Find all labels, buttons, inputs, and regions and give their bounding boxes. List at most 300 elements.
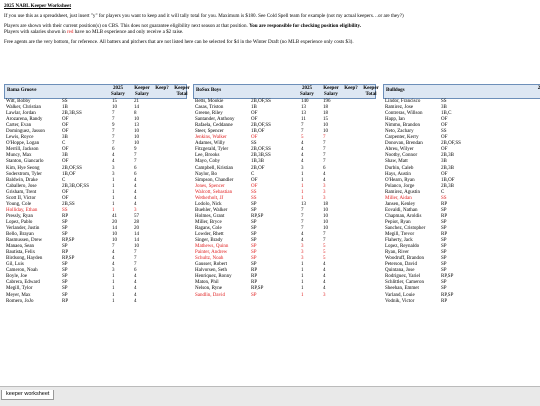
player-salary: 1 — [112, 286, 115, 292]
player-position: SP — [251, 238, 257, 244]
player-keeper-salary: 10 — [134, 135, 139, 141]
instruction-line-3-text: Players with salaries shown in — [4, 29, 67, 35]
player-salary: 1 — [112, 207, 115, 213]
player-name: Rafaela, Ceddanne — [195, 123, 233, 129]
player-salary: 1 — [301, 183, 304, 189]
player-salary: 11 — [301, 117, 306, 123]
player-position: OF — [251, 135, 258, 141]
player-position: SP — [62, 280, 68, 286]
player-keeper-salary: 3 — [323, 195, 326, 201]
player-position: 2B,OF,SS — [62, 165, 82, 171]
player-keeper-salary: 6 — [134, 165, 137, 171]
player-name: Woodruff, Brandon — [385, 256, 424, 262]
player-name: Wetherholt, JJ — [195, 195, 224, 201]
player-name: Baldwin, Drake — [6, 177, 38, 183]
player-keeper-salary: 7 — [134, 153, 137, 159]
player-name: Bautista, Felix — [6, 250, 36, 256]
player-salary: 3 — [301, 165, 304, 171]
player-salary: 5 — [301, 135, 304, 141]
player-keeper-salary: 20 — [134, 225, 139, 231]
player-position: OF — [62, 147, 69, 153]
player-name: Mathews, Quinn — [195, 244, 229, 250]
player-salary: 10 — [112, 238, 117, 244]
team-header — [193, 84, 379, 99]
player-salary: 4 — [112, 159, 115, 165]
player-salary: 1 — [112, 177, 115, 183]
player-position: 1B,OF — [62, 171, 76, 177]
player-name: Meyer, Max — [6, 292, 31, 298]
player-salary: 7 — [112, 135, 115, 141]
player-keeper-salary: 28 — [134, 219, 139, 225]
player-name: Sanchez, Cristopher — [385, 225, 426, 231]
player-name: Schlittler, Cameron — [385, 280, 424, 286]
player-name: Ramirez, Jose — [385, 105, 414, 111]
player-position: RP,SP — [62, 238, 75, 244]
player-name: Hays, Austin — [385, 171, 411, 177]
player-position: SP — [62, 262, 68, 268]
player-position: OF — [62, 189, 69, 195]
player-keeper-salary: 7 — [134, 250, 137, 256]
player-salary: 3 — [301, 256, 304, 262]
player-keeper-salary: 7 — [323, 135, 326, 141]
player-name: Muncy, Max — [6, 153, 32, 159]
player-name: Lopez, Reynaldo — [385, 244, 420, 250]
player-salary: 7 — [112, 111, 115, 117]
player-name: Schultz, Noah — [195, 256, 224, 262]
player-position: RP — [62, 250, 69, 256]
player-position: SP — [251, 225, 257, 231]
player-position: RP — [251, 274, 258, 280]
player-keeper-salary: 6 — [134, 171, 137, 177]
player-position: SS — [62, 207, 68, 213]
player-keeper-salary: 7 — [134, 256, 137, 262]
player-salary: 4 — [301, 141, 304, 147]
player-position: OF — [251, 183, 258, 189]
player-name: Miller, Bryce — [195, 219, 222, 225]
player-position: 1B — [62, 105, 68, 111]
player-name: Campbell, Kristian — [195, 165, 234, 171]
player-salary: 1 — [112, 298, 115, 304]
player-position: SP — [62, 244, 68, 250]
player-name: Varland, Louie — [385, 292, 415, 298]
player-keeper-salary: 10 — [134, 117, 139, 123]
player-position: OF — [251, 117, 258, 123]
player-position: SP — [441, 268, 447, 274]
player-keeper-salary: 14 — [134, 232, 139, 238]
player-row — [4, 299, 187, 305]
player-salary: 4 — [112, 262, 115, 268]
player-position: OF — [441, 135, 448, 141]
player-keeper-salary: 5 — [323, 256, 326, 262]
player-position: 3B — [62, 135, 68, 141]
team-header — [4, 84, 190, 99]
player-salary: 1 — [112, 195, 115, 201]
player-name: Nelson, Ryne — [195, 286, 223, 292]
player-position: 2B,3B,OF,SS — [62, 183, 89, 189]
player-name: Scott II, Victor — [6, 195, 36, 201]
player-name: Abreu, Wilyer — [385, 147, 414, 153]
player-name: Soderstrom, Tyler — [6, 171, 42, 177]
player-keeper-salary: 7 — [323, 153, 326, 159]
player-name: Mayo, Coby — [195, 159, 220, 165]
player-name: Lee, Brooks — [195, 153, 220, 159]
player-position: SP — [441, 207, 447, 213]
player-keeper-salary: 4 — [134, 280, 137, 286]
player-name: Walker, Christian — [6, 105, 41, 111]
player-keep-cell[interactable] — [154, 299, 170, 305]
player-position: C — [62, 141, 66, 147]
player-name: Jansen, Kenley — [385, 201, 416, 207]
player-salary: 3 — [301, 244, 304, 250]
player-keeper-salary: 4 — [134, 298, 137, 304]
player-position: SP — [62, 219, 68, 225]
player-keeper-salary: 4 — [323, 171, 326, 177]
player-position: RP,SP — [62, 256, 75, 262]
player-keeper-salary: 4 — [323, 274, 326, 280]
player-keeper-salary: 10 — [323, 213, 328, 219]
player-name: Santander, Anthony — [195, 117, 235, 123]
player-name: Bello, Brayan — [6, 232, 34, 238]
player-position: SS — [441, 195, 447, 201]
player-name: Neto, Zachary — [385, 129, 414, 135]
sheet-tab-keeper-worksheet[interactable]: keeper worksheet — [1, 390, 54, 400]
player-keeper-salary: 4 — [323, 177, 326, 183]
instruction-line-2-bold: You are responsible for checking position eligibility. — [249, 23, 362, 29]
player-name: Nimmo, Brandon — [385, 123, 420, 129]
player-position: RP — [441, 213, 448, 219]
player-keeper-salary: 14 — [134, 238, 139, 244]
player-position: 2B,SS — [62, 201, 75, 207]
player-keeper-salary: 4 — [323, 286, 326, 292]
player-keeper-salary: 21 — [134, 99, 139, 104]
player-name: Lowder, Rhett — [195, 232, 224, 238]
worksheet-title: 2025 NABL Keeper Worksheet — [4, 3, 72, 9]
player-salary: 3 — [112, 171, 115, 177]
player-name: Walcott, Sebastian — [195, 189, 233, 195]
player-position: SP — [251, 262, 257, 268]
player-position: C — [441, 189, 445, 195]
player-name: Stanton, Giancarlo — [6, 159, 44, 165]
player-name: Ragans, Cole — [195, 225, 222, 231]
player-name: Lawlar, Jordan — [6, 111, 36, 117]
player-name: Flaherty, Jack — [385, 238, 413, 244]
player-keeper-salary: 6 — [134, 268, 137, 274]
player-position: SP — [441, 238, 447, 244]
team-name: BoSox Boys — [196, 88, 222, 93]
player-position: SP — [441, 244, 447, 250]
player-position: 2B,3B,SS — [62, 111, 82, 117]
player-position: 1B,OF — [441, 177, 455, 183]
player-position: OF — [251, 111, 258, 117]
player-salary: 3 — [112, 268, 115, 274]
column-keeper-salary: Keeper Salary — [134, 86, 150, 97]
player-name: Fitzgerald, Tyler — [195, 147, 229, 153]
player-position: 2B,OF,SS — [441, 141, 461, 147]
player-keeper-salary: 7 — [323, 147, 326, 153]
player-row — [383, 299, 540, 305]
player-salary: 4 — [301, 232, 304, 238]
column-keep: Keep? — [155, 86, 169, 91]
team-table-1 — [193, 84, 379, 299]
player-salary: 4 — [112, 153, 115, 159]
player-position: RP — [251, 268, 258, 274]
player-salary: 20 — [112, 219, 117, 225]
player-keeper-salary: 4 — [134, 292, 137, 298]
player-keeper-salary: 9 — [134, 147, 137, 153]
player-keeper-salary: 14 — [134, 105, 139, 111]
player-name: Birdsong, Hayden — [6, 256, 43, 262]
player-salary: 15 — [112, 99, 117, 104]
player-keeper-salary: 7 — [323, 238, 326, 244]
player-keeper-salary: 10 — [134, 244, 139, 250]
player-position: C — [251, 171, 255, 177]
player-position: OF — [441, 123, 448, 129]
player-name: Chapman, Aroldis — [385, 213, 422, 219]
player-position: SS — [251, 189, 257, 195]
team-name: Bama Groove — [7, 88, 37, 93]
player-keeper-salary: 4 — [134, 189, 137, 195]
player-position: SP — [441, 286, 447, 292]
player-name: Contreras, Willson — [385, 111, 423, 117]
player-name: Happ, Ian — [385, 117, 405, 123]
player-salary: 4 — [112, 256, 115, 262]
player-name: Verlander, Justin — [6, 225, 40, 231]
player-position: 2B,OF,SS — [251, 123, 271, 129]
player-position: SP — [441, 262, 447, 268]
player-position: SP — [251, 292, 257, 298]
player-name: Megill, Tylor — [6, 286, 33, 292]
player-position: SP — [441, 280, 447, 286]
player-name: Carter, Evan — [6, 123, 32, 129]
player-name: Casas, Triston — [195, 105, 224, 111]
player-name: Gausser, Robert — [195, 262, 228, 268]
player-salary: 7 — [112, 117, 115, 123]
player-position: SS — [441, 99, 447, 104]
column-keep: Keep? — [344, 86, 358, 91]
player-salary: 1 — [301, 195, 304, 201]
player-salary: 1 — [301, 171, 304, 177]
player-position: SP — [251, 207, 257, 213]
player-name: Donovan, Brendan — [385, 141, 423, 147]
player-name: Durbin, Caleb — [385, 165, 414, 171]
player-name: Rasmussen, Drew — [6, 238, 43, 244]
player-keeper-salary: 10 — [134, 129, 139, 135]
player-position: 3B — [441, 105, 447, 111]
column-keeper-total: Keeper Total — [174, 86, 190, 97]
player-keeper-salary: 3 — [134, 207, 137, 213]
player-position: SP — [62, 292, 68, 298]
player-salary: 4 — [112, 250, 115, 256]
player-position: RP — [441, 232, 448, 238]
player-name: Sandlin, David — [195, 292, 225, 298]
instruction-line-3-red: red — [66, 29, 74, 35]
player-position: SP — [251, 256, 257, 262]
player-position: SP — [251, 250, 257, 256]
player-name: Henriquez, Ronny — [195, 274, 232, 280]
player-name: Sheehan, Emmet — [385, 286, 419, 292]
player-name: Steer, Spencer — [195, 129, 224, 135]
player-position: RP — [62, 298, 69, 304]
player-salary: 13 — [301, 105, 306, 111]
player-position: OF — [441, 117, 448, 123]
player-name: Simpson, Chandler — [195, 177, 234, 183]
player-keeper-salary: 57 — [134, 213, 139, 219]
player-name: Grisham, Trent — [6, 189, 37, 195]
sheet-tab-bar — [0, 386, 540, 406]
player-keeper-salary: 4 — [323, 262, 326, 268]
player-position: RP,SP — [251, 286, 264, 292]
player-position: SP — [251, 219, 257, 225]
player-position: SP — [62, 274, 68, 280]
worksheet-header — [4, 3, 536, 45]
player-position: SS — [251, 195, 257, 201]
player-position: 2B,3B,SS — [251, 153, 271, 159]
player-name: Miller, Aidan — [385, 195, 412, 201]
player-position: OF — [62, 117, 69, 123]
player-name: Shaw, Matt — [385, 159, 408, 165]
team-table-2 — [383, 84, 540, 305]
player-keeper-salary: 18 — [323, 201, 328, 207]
player-name: Carpenter, Kerry — [385, 135, 419, 141]
player-position: 3B — [62, 153, 68, 159]
player-name: Cabrera, Edward — [6, 280, 40, 286]
player-position: 2B,OF,SS — [251, 147, 271, 153]
player-position: SP — [62, 232, 68, 238]
player-salary: 140 — [301, 99, 309, 104]
player-name: Maton, Phil — [195, 280, 219, 286]
player-keeper-salary: 4 — [134, 286, 137, 292]
player-keeper-salary: 7 — [323, 159, 326, 165]
player-keeper-salary: 7 — [323, 141, 326, 147]
player-position: OF — [251, 177, 258, 183]
player-position: 2B,3B — [441, 165, 454, 171]
player-position: 2B,OF — [251, 165, 265, 171]
player-position: RP,SP — [441, 292, 454, 298]
player-name: Caballero, Jose — [6, 183, 37, 189]
player-keeper-salary: 4 — [323, 280, 326, 286]
player-salary: 1 — [301, 274, 304, 280]
player-name: Ryan, River — [385, 250, 409, 256]
player-name: Nootby, Connor — [385, 153, 418, 159]
player-position: SP — [441, 250, 447, 256]
player-name: Lodolo, Nick — [195, 201, 222, 207]
player-salary: 7 — [301, 129, 304, 135]
player-name: Dominguez, Jasson — [6, 129, 45, 135]
player-salary: 6 — [112, 147, 115, 153]
player-keep-cell[interactable] — [343, 293, 359, 299]
team-table-0 — [4, 84, 190, 305]
player-name: Naylor, Bo — [195, 171, 218, 177]
player-name: Lopez, Pablo — [6, 219, 33, 225]
player-salary: 4 — [301, 147, 304, 153]
player-position: 2B,3B — [441, 153, 454, 159]
player-position: SP — [62, 268, 68, 274]
player-name: Singer, Brady — [195, 238, 223, 244]
player-salary: 7 — [301, 213, 304, 219]
player-keeper-salary: 196 — [323, 99, 331, 104]
player-position: SP — [62, 225, 68, 231]
player-keeper-salary: 18 — [323, 105, 328, 111]
player-salary: 14 — [112, 225, 117, 231]
instruction-line-1: If you use this as a spreadsheet, just insert "y" for players you want to keep and it will tally total for you. Maximum is $180. See Cold Spell team for example (not my actual keepers…or are they?) — [4, 13, 404, 19]
player-keeper-salary: 4 — [134, 195, 137, 201]
player-salary: 1 — [301, 268, 304, 274]
player-keeper-salary: 10 — [323, 219, 328, 225]
player-name: Holliday, Ethan — [6, 207, 38, 213]
player-position: 1B,3B — [251, 159, 264, 165]
player-name: Arozarena, Randy — [6, 117, 43, 123]
player-position: SP — [251, 244, 257, 250]
player-keeper-salary: 8 — [134, 111, 137, 117]
player-position: 3B — [441, 159, 447, 165]
player-keeper-salary: 18 — [323, 111, 328, 117]
player-salary: 1 — [301, 177, 304, 183]
player-position: RP,SP — [441, 274, 454, 280]
player-name: Young, Cole — [6, 201, 32, 207]
player-salary: 1 — [112, 280, 115, 286]
column-2025-salary: 2025 Salary — [111, 86, 125, 97]
player-keeper-salary: 10 — [323, 207, 328, 213]
player-name: Greene, Riley — [195, 111, 223, 117]
player-position: SP — [251, 232, 257, 238]
player-position: SS — [62, 99, 68, 104]
player-salary: 1 — [112, 189, 115, 195]
player-salary: 4 — [301, 159, 304, 165]
player-position: 1B — [251, 105, 257, 111]
player-keeper-salary: 7 — [134, 262, 137, 268]
player-position: OF — [62, 129, 69, 135]
player-keeper-salary: 4 — [134, 274, 137, 280]
player-position: OF — [62, 123, 69, 129]
player-name: Quintana, Jose — [385, 268, 415, 274]
player-salary: 1 — [112, 274, 115, 280]
player-name: Kim, Hye Seong — [6, 165, 40, 171]
player-salary: 1 — [301, 280, 304, 286]
player-name: Lewis, Royce — [6, 135, 34, 141]
player-salary: 10 — [112, 105, 117, 111]
column-2025-salary: 2025 Salary — [300, 86, 314, 97]
player-name: Pepiot, Ryan — [385, 219, 411, 225]
player-name: Betts, Mookie — [195, 99, 224, 104]
column-2025-salary-partial: 2 — [537, 86, 540, 91]
player-keeper-salary: 4 — [323, 268, 326, 274]
player-position: RP,SP — [251, 213, 264, 219]
player-position: SP — [441, 256, 447, 262]
player-name: Polanco, Jorge — [385, 183, 415, 189]
player-name: Rodriguez, Yariel — [385, 274, 421, 280]
player-keeper-salary: 3 — [323, 189, 326, 195]
player-keeper-salary: 7 — [323, 232, 326, 238]
player-name: Lindor, Francisco — [385, 99, 421, 104]
player-keeper-salary: 4 — [134, 183, 137, 189]
instruction-line-2-text: Players are shown with their current position(s) on CBS. This does not guarantee eligibility next season at that position. — [4, 23, 250, 29]
player-salary: 1 — [301, 292, 304, 298]
player-name: O'Hoppe, Logan — [6, 141, 40, 147]
player-salary: 13 — [301, 111, 306, 117]
player-name: Eovaldi, Nathan — [385, 207, 418, 213]
player-salary: 7 — [301, 219, 304, 225]
player-position: SP — [441, 225, 447, 231]
player-salary: 1 — [301, 262, 304, 268]
player-keeper-salary: 3 — [323, 292, 326, 298]
player-salary: 7 — [301, 123, 304, 129]
player-salary: 7 — [301, 207, 304, 213]
player-salary: 1 — [112, 183, 115, 189]
player-position: RP — [441, 298, 448, 304]
player-keeper-salary: 10 — [323, 123, 328, 129]
player-row — [193, 293, 376, 299]
player-position: OF — [62, 159, 69, 165]
